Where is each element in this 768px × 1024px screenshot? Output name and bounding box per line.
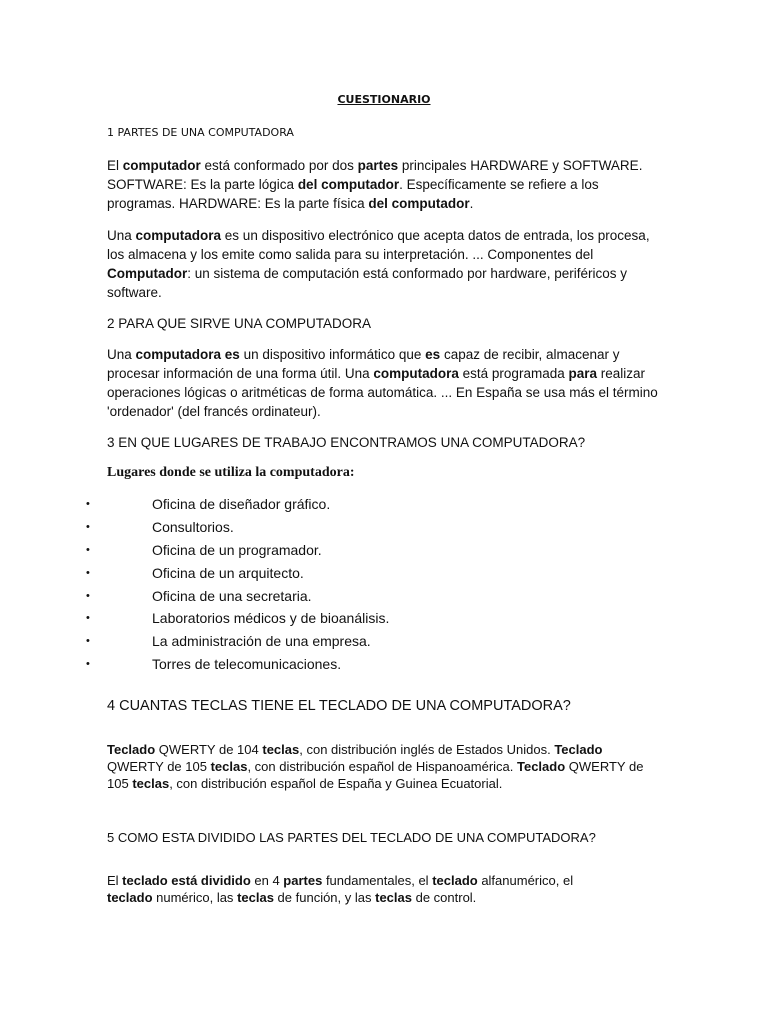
list-item-text: Oficina de una secretaria.: [152, 587, 312, 604]
text-run: está programada: [458, 366, 569, 381]
list-item-text: Consultorios.: [152, 518, 234, 535]
text-run: QWERTY de 104: [155, 742, 263, 757]
text-run: El: [107, 873, 123, 888]
text-run: de función, y las: [273, 890, 376, 905]
bold-run: Computador: [107, 266, 188, 281]
list-item-text: La administración de una empresa.: [152, 633, 371, 650]
text-run: está conformado por dos: [200, 158, 358, 173]
list-item: [0, 516, 768, 539]
list-item: [0, 607, 768, 630]
text-run: realizar operaciones lógicas o aritméticas de forma automática. ... En España se usa más el término 'ordenador' (del francés ordinateur).: [107, 366, 658, 419]
text-run: QWERTY de 105: [107, 759, 644, 791]
bullet-icon: •: [86, 635, 90, 648]
text-run: QWERTY de 105: [107, 759, 211, 774]
bold-run: teclado está dividido: [122, 873, 251, 888]
question-4-heading: 4 CUANTAS TECLAS TIENE EL TECLADO DE UNA COMPUTADORA?: [107, 698, 571, 714]
bold-run: del computador: [297, 177, 400, 192]
question-1-heading: 1 PARTES DE UNA COMPUTADORA: [107, 126, 294, 139]
question-5-heading: 5 COMO ESTA DIVIDIDO LAS PARTES DEL TECLADO DE UNA COMPUTADORA?: [107, 830, 596, 845]
bold-run: partes: [283, 873, 323, 888]
text-run: capaz de recibir, almacenar y procesar información de una forma útil. Una: [107, 347, 620, 381]
bold-run: teclas: [210, 759, 248, 774]
bullet-icon: •: [86, 520, 90, 533]
bullet-icon: •: [86, 612, 90, 625]
text-run: un dispositivo informático que: [239, 347, 426, 362]
bold-run: teclas: [262, 742, 300, 757]
document-title: CUESTIONARIO: [337, 93, 431, 106]
bold-run: teclas: [375, 890, 412, 905]
text-run: . Específicamente se refiere a los programas. HARDWARE: Es la parte física: [107, 177, 599, 211]
text-run: fundamentales, el: [322, 873, 433, 888]
bold-run: teclado: [107, 890, 153, 905]
text-run: alfanumérico, el: [477, 873, 574, 888]
list-item: [0, 539, 768, 562]
list-item: [0, 653, 768, 676]
list-item-text: Torres de telecomunicaciones.: [152, 656, 342, 673]
bold-run: computadora: [373, 366, 459, 381]
text-run: : un sistema de computación está conformado por hardware, periféricos y software.: [107, 266, 627, 300]
text-run: , con distribución español de España y Guinea Ecuatorial.: [169, 776, 503, 791]
text-run: El: [107, 158, 123, 173]
question-1-paragraph-1: [107, 156, 667, 213]
list-item: [0, 630, 768, 653]
list-item: [0, 493, 768, 516]
list-item-text: Laboratorios médicos y de bioanálisis.: [152, 610, 390, 627]
list-item-text: Oficina de diseñador gráfico.: [152, 496, 331, 512]
question-5-paragraph: [107, 872, 607, 906]
places-subheading: Lugares donde se utiliza la computadora:: [107, 465, 355, 480]
bold-run: computadora es: [135, 347, 240, 362]
bold-run: computadora: [135, 228, 222, 243]
text-run: en 4: [250, 873, 284, 888]
text-run: .: [469, 196, 474, 211]
bold-run: teclas: [237, 890, 274, 905]
list-item-text: Oficina de un arquitecto.: [152, 564, 304, 581]
bullet-icon: •: [86, 589, 90, 602]
text-run: es un dispositivo electrónico que acepta datos de entrada, los procesa, los almacena y los emite como salida para su interpretación. ... Componentes del: [107, 228, 650, 262]
bullet-icon: •: [86, 566, 90, 579]
question-3-heading: 3 EN QUE LUGARES DE TRABAJO ENCONTRAMOS UNA COMPUTADORA?: [107, 435, 586, 450]
list-item: [0, 585, 768, 608]
text-run: Una: [107, 347, 136, 362]
text-run: de control.: [411, 890, 477, 905]
bold-run: del computador: [368, 196, 470, 211]
bold-run: teclado: [432, 873, 478, 888]
bold-run: teclas: [132, 776, 170, 791]
text-run: numérico, las: [152, 890, 238, 905]
question-2-paragraph: [107, 345, 662, 421]
bold-run: es: [425, 347, 441, 362]
bold-run: Teclado: [107, 742, 156, 757]
text-run: Una: [107, 228, 136, 243]
question-2-heading: 2 PARA QUE SIRVE UNA COMPUTADORA: [107, 316, 372, 331]
text-run: principales HARDWARE y SOFTWARE. SOFTWARE: Es la parte lógica: [107, 158, 643, 192]
bullet-icon: •: [86, 498, 90, 510]
question-4-paragraph: [107, 741, 662, 792]
bold-run: Teclado: [517, 759, 566, 774]
text-run: , con distribución inglés de Estados Unidos.: [299, 742, 555, 757]
bold-run: partes: [357, 158, 399, 173]
bold-run: computador: [122, 158, 201, 173]
question-1-paragraph-2: [107, 226, 667, 302]
bold-run: para: [568, 366, 597, 381]
places-list: [0, 493, 768, 676]
bullet-icon: •: [86, 543, 90, 556]
list-item: [0, 562, 768, 585]
bold-run: Teclado: [554, 742, 603, 757]
list-item-text: Oficina de un programador.: [152, 541, 322, 558]
bullet-icon: •: [86, 658, 90, 671]
text-run: , con distribución español de Hispanoamérica.: [247, 759, 517, 774]
